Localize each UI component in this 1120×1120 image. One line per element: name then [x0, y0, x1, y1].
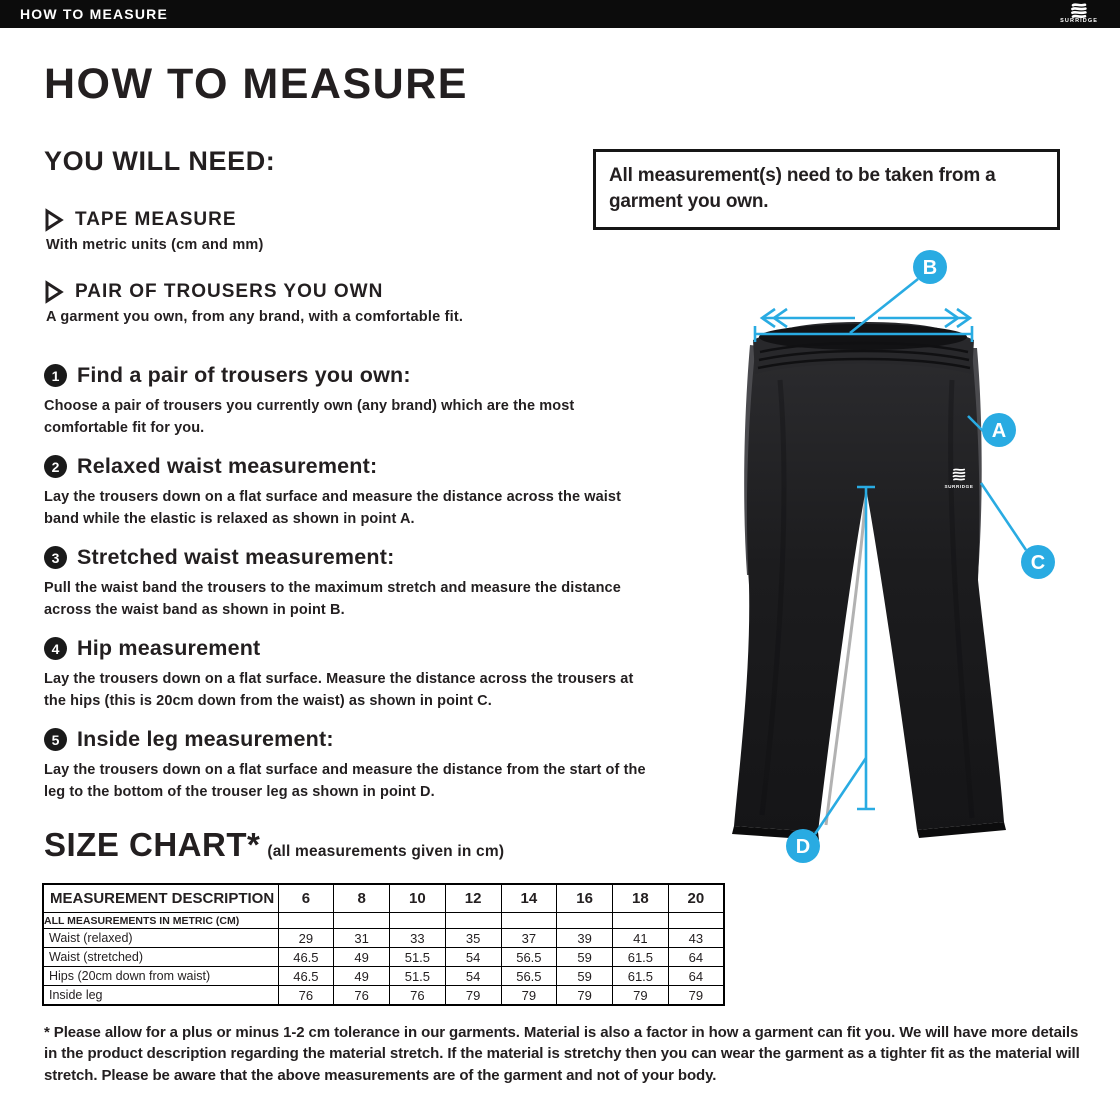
- value-cell: 46.5: [278, 948, 334, 967]
- leader-line-c: [981, 483, 1026, 550]
- empty-cell: [334, 913, 390, 929]
- step-title: Find a pair of trousers you own:: [77, 363, 411, 387]
- step-body: Lay the trousers down on a flat surface and measure the distance across the waist band while the elastic is relaxed as shown in point A.: [44, 489, 621, 528]
- step-1: [44, 363, 659, 440]
- row-label-cell: Waist (stretched): [43, 948, 278, 967]
- header-cell: 20: [668, 884, 724, 913]
- empty-cell: [613, 913, 669, 929]
- table-row: [43, 948, 724, 967]
- header-cell: 12: [445, 884, 501, 913]
- header-cell: 10: [390, 884, 446, 913]
- svg-text:A: A: [991, 420, 1007, 442]
- step-number-badge: 5: [44, 728, 67, 751]
- step-title: Inside leg measurement:: [77, 727, 334, 751]
- value-cell: 64: [668, 948, 724, 967]
- marker-c: [1021, 545, 1055, 579]
- header-cell: MEASUREMENT DESCRIPTION: [43, 884, 278, 913]
- table-row: [43, 929, 724, 948]
- step-title: Relaxed waist measurement:: [77, 454, 378, 478]
- value-cell: 79: [445, 986, 501, 1006]
- empty-cell: [390, 913, 446, 929]
- value-cell: 61.5: [613, 948, 669, 967]
- empty-cell: [557, 913, 613, 929]
- empty-cell: [501, 913, 557, 929]
- need-item-desc: A garment you own, from any brand, with a comfortable fit.: [46, 309, 464, 325]
- tolerance-footnote: * Please allow for a plus or minus 1-2 cm tolerance in our garments. Material is also a factor in how a garment can fit you. We will have more details in the product description regarding the material stretch. If the material is stretchy then you can wear the garment as a tighter fit as the material will stretch. Please be aware that the above measurements are of the garment and not of your body.: [44, 1024, 1080, 1084]
- need-item-tape-measure: [44, 208, 264, 253]
- header-cell: 16: [557, 884, 613, 913]
- svg-text:B: B: [922, 257, 938, 279]
- value-cell: 61.5: [613, 967, 669, 986]
- size-chart-subtitle: (all measurements given in cm): [267, 843, 505, 860]
- step-4: [44, 636, 659, 713]
- trousers-measurement-diagram: [720, 240, 1120, 900]
- value-cell: 64: [668, 967, 724, 986]
- value-cell: 41: [613, 929, 669, 948]
- header-cell: 6: [278, 884, 334, 913]
- step-body: Lay the trousers down on a flat surface and measure the distance from the start of the leg to the bottom of the trouser leg as shown in point D.: [44, 762, 646, 801]
- surridge-s-icon: [1066, 3, 1092, 18]
- svg-text:D: D: [795, 836, 811, 858]
- top-bar: [0, 0, 1120, 28]
- value-cell: 76: [390, 986, 446, 1006]
- value-cell: 31: [334, 929, 390, 948]
- value-cell: 49: [334, 948, 390, 967]
- step-body: Choose a pair of trousers you currently own (any brand) which are the most comfortable fit for you.: [44, 398, 575, 437]
- row-label-cell: Inside leg: [43, 986, 278, 1006]
- value-cell: 51.5: [390, 948, 446, 967]
- need-item-desc: With metric units (cm and mm): [46, 237, 264, 253]
- step-number-badge: 2: [44, 455, 67, 478]
- value-cell: 35: [445, 929, 501, 948]
- step-2: [44, 454, 659, 531]
- empty-cell: [278, 913, 334, 929]
- marker-d: [786, 829, 820, 863]
- step-body: Lay the trousers down on a flat surface. Measure the distance across the trousers at the hips (this is 20cm down from the waist) as shown in point C.: [44, 671, 634, 710]
- need-item-title: PAIR OF TROUSERS YOU OWN: [75, 281, 384, 302]
- row-label-cell: Hips (20cm down from waist): [43, 967, 278, 986]
- value-cell: 76: [334, 986, 390, 1006]
- size-chart-title: SIZE CHART*: [44, 826, 261, 863]
- table-header-row: [43, 884, 724, 913]
- svg-text:C: C: [1030, 552, 1046, 574]
- svg-text:SURRIDGE: SURRIDGE: [944, 484, 974, 489]
- size-chart-heading: [44, 826, 504, 864]
- header-cell: 14: [501, 884, 557, 913]
- step-body: Pull the waist band the trousers to the maximum stretch and measure the distance across the waist band as shown in point B.: [44, 580, 621, 619]
- value-cell: 56.5: [501, 967, 557, 986]
- metric-label-cell: ALL MEASUREMENTS IN METRIC (CM): [43, 913, 278, 929]
- table-row: [43, 986, 724, 1006]
- value-cell: 49: [334, 967, 390, 986]
- surridge-logo: [1060, 3, 1098, 25]
- step-title: Hip measurement: [77, 636, 261, 660]
- marker-a: [982, 413, 1016, 447]
- top-bar-title: HOW TO MEASURE: [20, 6, 168, 22]
- value-cell: 37: [501, 929, 557, 948]
- value-cell: 79: [613, 986, 669, 1006]
- triangle-bullet-icon: [44, 280, 64, 304]
- value-cell: 79: [557, 986, 613, 1006]
- step-number-badge: 1: [44, 364, 67, 387]
- row-label-cell: Waist (relaxed): [43, 929, 278, 948]
- step-number-badge: 3: [44, 546, 67, 569]
- trousers-image: [732, 322, 1006, 840]
- step-number-badge: 4: [44, 637, 67, 660]
- empty-cell: [668, 913, 724, 929]
- empty-cell: [445, 913, 501, 929]
- table-row: [43, 967, 724, 986]
- value-cell: 43: [668, 929, 724, 948]
- surridge-wordmark: SURRIDGE: [1060, 18, 1098, 25]
- value-cell: 79: [501, 986, 557, 1006]
- value-cell: 54: [445, 967, 501, 986]
- value-cell: 46.5: [278, 967, 334, 986]
- value-cell: 54: [445, 948, 501, 967]
- header-cell: 18: [613, 884, 669, 913]
- table-metric-row: [43, 913, 724, 929]
- inside-leg-measure-line: [857, 487, 875, 809]
- step-5: [44, 727, 659, 804]
- page-title: HOW TO MEASURE: [44, 60, 468, 108]
- value-cell: 59: [557, 948, 613, 967]
- you-will-need-heading: YOU WILL NEED:: [44, 146, 276, 176]
- marker-b: [913, 250, 947, 284]
- triangle-bullet-icon: [44, 208, 64, 232]
- step-3: [44, 545, 659, 622]
- value-cell: 59: [557, 967, 613, 986]
- value-cell: 79: [668, 986, 724, 1006]
- value-cell: 29: [278, 929, 334, 948]
- note-box: All measurement(s) need to be taken from a garment you own.: [593, 149, 1060, 230]
- need-item-trousers: [44, 280, 463, 325]
- header-cell: 8: [334, 884, 390, 913]
- value-cell: 76: [278, 986, 334, 1006]
- value-cell: 33: [390, 929, 446, 948]
- value-cell: 39: [557, 929, 613, 948]
- need-item-title: TAPE MEASURE: [75, 209, 237, 230]
- value-cell: 51.5: [390, 967, 446, 986]
- size-chart-table: [42, 883, 725, 1006]
- step-title: Stretched waist measurement:: [77, 545, 395, 569]
- value-cell: 56.5: [501, 948, 557, 967]
